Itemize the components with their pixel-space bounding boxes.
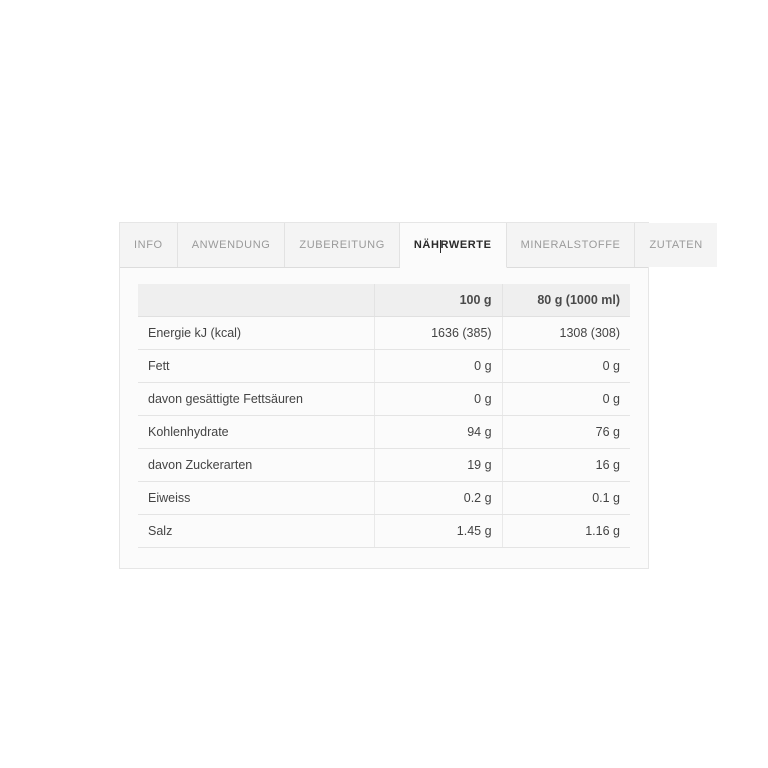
tab-naehrwerte-label-after: RWERTE bbox=[440, 239, 492, 251]
row-value-80g: 16 g bbox=[502, 449, 630, 482]
table-row bbox=[138, 449, 630, 482]
row-label: Energie kJ (kcal) bbox=[138, 317, 374, 350]
tab-mineralstoffe-label: MINERALSTOFFE bbox=[520, 239, 621, 251]
table-row bbox=[138, 515, 630, 548]
table-header-row bbox=[138, 284, 630, 317]
row-value-100g: 0 g bbox=[374, 350, 502, 383]
row-value-80g: 76 g bbox=[502, 416, 630, 449]
table-row bbox=[138, 317, 630, 350]
tab-info[interactable] bbox=[120, 223, 178, 267]
row-value-100g: 94 g bbox=[374, 416, 502, 449]
tab-zutaten-label: ZUTATEN bbox=[649, 239, 703, 251]
header-per-100g: 100 g bbox=[374, 284, 502, 317]
tab-zubereitung-label: ZUBEREITUNG bbox=[299, 239, 385, 251]
tab-zubereitung[interactable] bbox=[285, 223, 399, 267]
tab-anwendung-label: ANWENDUNG bbox=[191, 239, 271, 251]
row-label: Kohlenhydrate bbox=[138, 416, 374, 449]
row-value-100g: 0.2 g bbox=[374, 482, 502, 515]
row-value-100g: 0 g bbox=[374, 383, 502, 416]
row-label: davon Zuckerarten bbox=[138, 449, 374, 482]
tab-zutaten[interactable] bbox=[635, 223, 716, 267]
tab-anwendung[interactable] bbox=[178, 223, 286, 267]
table-row bbox=[138, 383, 630, 416]
header-per-80g: 80 g (1000 ml) bbox=[502, 284, 630, 317]
row-label: Salz bbox=[138, 515, 374, 548]
nutrition-table bbox=[138, 284, 630, 548]
table-row bbox=[138, 482, 630, 515]
nutrition-table-wrapper bbox=[120, 268, 648, 568]
nutrition-panel bbox=[119, 222, 703, 569]
row-value-100g: 19 g bbox=[374, 449, 502, 482]
table-body bbox=[138, 317, 630, 548]
row-value-100g: 1636 (385) bbox=[374, 317, 502, 350]
tab-mineralstoffe[interactable] bbox=[507, 223, 636, 267]
table-head bbox=[138, 284, 630, 317]
table-row bbox=[138, 350, 630, 383]
tab-bar bbox=[120, 223, 703, 268]
text-caret bbox=[440, 240, 441, 253]
row-label: davon gesättigte Fettsäuren bbox=[138, 383, 374, 416]
row-value-80g: 0 g bbox=[502, 383, 630, 416]
row-value-80g: 0.1 g bbox=[502, 482, 630, 515]
tab-naehrwerte-label-before: NÄH bbox=[413, 239, 440, 251]
row-value-80g: 0 g bbox=[502, 350, 630, 383]
row-value-80g: 1.16 g bbox=[502, 515, 630, 548]
row-value-100g: 1.45 g bbox=[374, 515, 502, 548]
tab-info-label: INFO bbox=[134, 239, 163, 251]
table-row bbox=[138, 416, 630, 449]
tab-naehrwerte[interactable] bbox=[400, 223, 507, 268]
header-nutrient bbox=[138, 284, 374, 317]
row-value-80g: 1308 (308) bbox=[502, 317, 630, 350]
row-label: Fett bbox=[138, 350, 374, 383]
row-label: Eiweiss bbox=[138, 482, 374, 515]
